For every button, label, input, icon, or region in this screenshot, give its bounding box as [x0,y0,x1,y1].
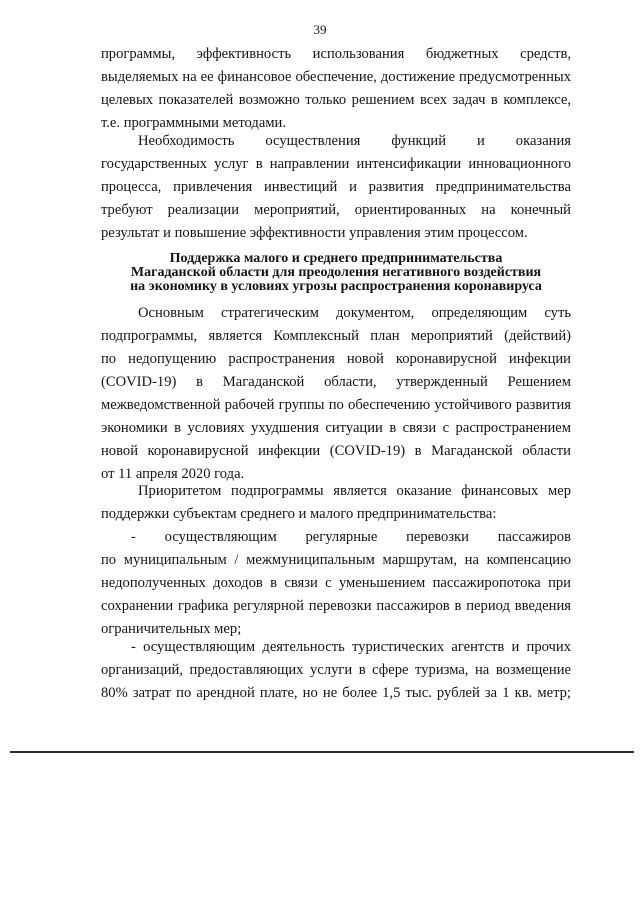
paragraph-line: от 11 апреля 2020 года. [101,466,245,482]
paragraph-line: Необходимость осуществления функций и оказания [138,133,571,149]
paragraph-line: целевых показателей возможно только решением всех задач в комплексе, [101,92,571,108]
paragraph-line: программы, эффективность использования бюджетных средств, [101,46,571,62]
list-item-line: ограничительных мер; [101,621,242,637]
list-item-line: недополученных доходов в связи с уменьшением пассажиропотока при [101,575,571,591]
list-item-line: - осуществляющим регулярные перевозки пассажиров [131,529,571,545]
paragraph-line: требуют реализации мероприятий, ориентированных на конечный [101,202,571,218]
paragraph-line: (COVID-19) в Магаданской области, утвержденный Решением [101,374,571,390]
list-item-line: - осуществляющим деятельность туристических агентств и прочих [131,639,571,655]
paragraph-line: т.е. программными методами. [101,115,287,131]
paragraph-line: процесса, привлечения инвестиций и развития предпринимательства [101,179,571,195]
paragraph-line: подпрограммы, является Комплексный план мероприятий (действий) [101,328,571,344]
page-number: 39 [313,22,327,37]
paragraph-line: новой коронавирусной инфекции (COVID-19) в Магаданской области [101,443,571,459]
paragraph-line: Основным стратегическим документом, определяющим суть [138,305,571,321]
paragraph-line: Приоритетом подпрограммы является оказание финансовых мер [138,483,571,499]
list-item-line: 80% затрат по арендной плате, но не более 1,5 тыс. рублей за 1 кв. метр; [101,685,571,701]
paragraph-line: экономики в условиях ухудшения ситуации в связи с распространением [101,420,571,436]
section-heading-line: на экономику в условиях угрозы распространения коронавируса [130,279,542,294]
section-heading-line: Магаданской области для преодоления негативного воздействия [130,265,542,280]
section-heading-line: Поддержка малого и среднего предпринимательства [169,251,503,266]
paragraph-line: поддержки субъектам среднего и малого предпринимательства: [101,506,497,522]
list-item-line: организаций, предоставляющих услуги в сфере туризма, на возмещение [101,662,571,678]
page-bottom-rule [10,751,634,753]
paragraph-line: государственных услуг в направлении интенсификации инновационного [101,156,571,172]
paragraph-line: выделяемых на ее финансовое обеспечение, достижение предусмотренных [101,69,571,85]
list-item-line: по муниципальным / межмуниципальным маршрутам, на компенсацию [101,552,571,568]
paragraph-line: результат и повышение эффективности управления этим процессом. [101,225,528,241]
list-item-line: сохранении графика регулярной перевозки пассажиров в период введения [101,598,571,614]
paragraph-line: межведомственной рабочей группы по обеспечению устойчивого развития [101,397,571,413]
paragraph-line: по недопущению распространения новой коронавирусной инфекции [101,351,571,367]
